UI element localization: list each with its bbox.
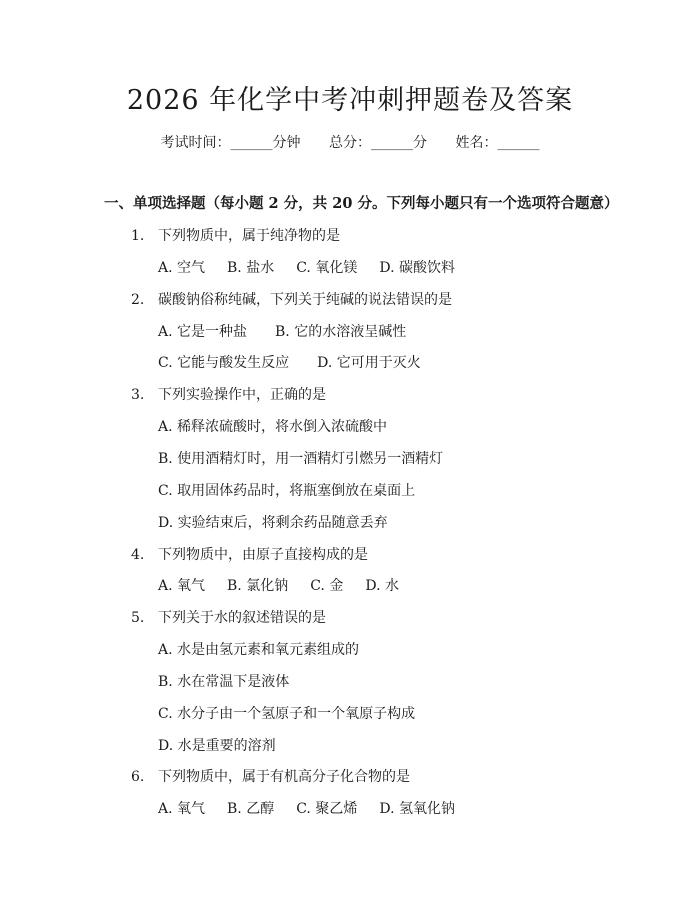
option: B. 盐水 (227, 260, 275, 276)
question-5-stem (131, 607, 326, 627)
option: C. 金 (310, 578, 344, 594)
question-6-options (158, 798, 477, 818)
question-5-option-c: C. 水分子由一个氢原子和一个氧原子构成 (158, 706, 416, 722)
option: C. 聚乙烯 (296, 801, 358, 817)
question-number: 1. (131, 228, 145, 244)
question-5-option-d: D. 水是重要的溶剂 (158, 738, 276, 754)
option: A. 空气 (158, 260, 206, 276)
question-6-stem (131, 766, 410, 786)
option: D. 氢氧化钠 (379, 801, 455, 817)
student-name-field: 姓名：______ (455, 135, 540, 151)
section-heading: 一、单项选择题（每小题 2 分，共 20 分。下列每小题只有一个选项符合题意） (104, 195, 619, 212)
question-1-options (158, 257, 477, 277)
option: A. 氧气 (158, 578, 206, 594)
option: D. 水 (365, 578, 399, 594)
question-3-stem (131, 384, 326, 404)
question-2-stem (131, 289, 452, 309)
question-3-option-d: D. 实验结束后，将剩余药品随意丢弃 (158, 515, 388, 531)
question-4-options (158, 575, 421, 595)
option: D. 它可用于灭火 (317, 355, 421, 371)
exam-time-field: 考试时间：______分钟 (160, 135, 301, 151)
option: C. 它能与酸发生反应 (158, 355, 290, 371)
question-number: 6. (131, 769, 145, 785)
question-5-option-a: A. 水是由氢元素和氧元素组成的 (158, 642, 360, 658)
question-3-option-c: C. 取用固体药品时，将瓶塞倒放在桌面上 (158, 483, 416, 499)
option: D. 碳酸饮料 (379, 260, 455, 276)
question-number: 5. (131, 610, 145, 626)
option: B. 乙醇 (227, 801, 275, 817)
question-number: 2. (131, 292, 145, 308)
question-3-option-a: A. 稀释浓硫酸时，将水倒入浓硫酸中 (158, 419, 388, 435)
question-text: 下列关于水的叙述错误的是 (158, 610, 326, 626)
option: C. 氧化镁 (296, 260, 358, 276)
option: B. 它的水溶液呈碱性 (275, 324, 407, 340)
total-score-field: 总分：______分 (329, 135, 427, 151)
question-2-options-row-1 (158, 321, 434, 341)
question-text: 下列物质中，由原子直接构成的是 (158, 547, 368, 563)
question-text: 下列实验操作中，正确的是 (158, 387, 326, 403)
exam-info-line (0, 132, 700, 152)
question-number: 4. (131, 547, 145, 563)
question-text: 下列物质中，属于有机高分子化合物的是 (158, 769, 410, 785)
option: A. 氧气 (158, 801, 206, 817)
question-text: 下列物质中，属于纯净物的是 (158, 228, 340, 244)
question-3-option-b: B. 使用酒精灯时，用一酒精灯引燃另一酒精灯 (158, 451, 444, 467)
page-title: 2026 年化学中考冲刺押题卷及答案 (126, 85, 574, 116)
question-1-stem (131, 225, 340, 245)
question-5-option-b: B. 水在常温下是液体 (158, 674, 290, 690)
question-4-stem (131, 544, 368, 564)
question-number: 3. (131, 387, 145, 403)
option: B. 氯化钠 (227, 578, 289, 594)
option: A. 它是一种盐 (158, 324, 248, 340)
question-2-options-row-2 (158, 352, 449, 372)
question-text: 碳酸钠俗称纯碱，下列关于纯碱的说法错误的是 (158, 292, 452, 308)
